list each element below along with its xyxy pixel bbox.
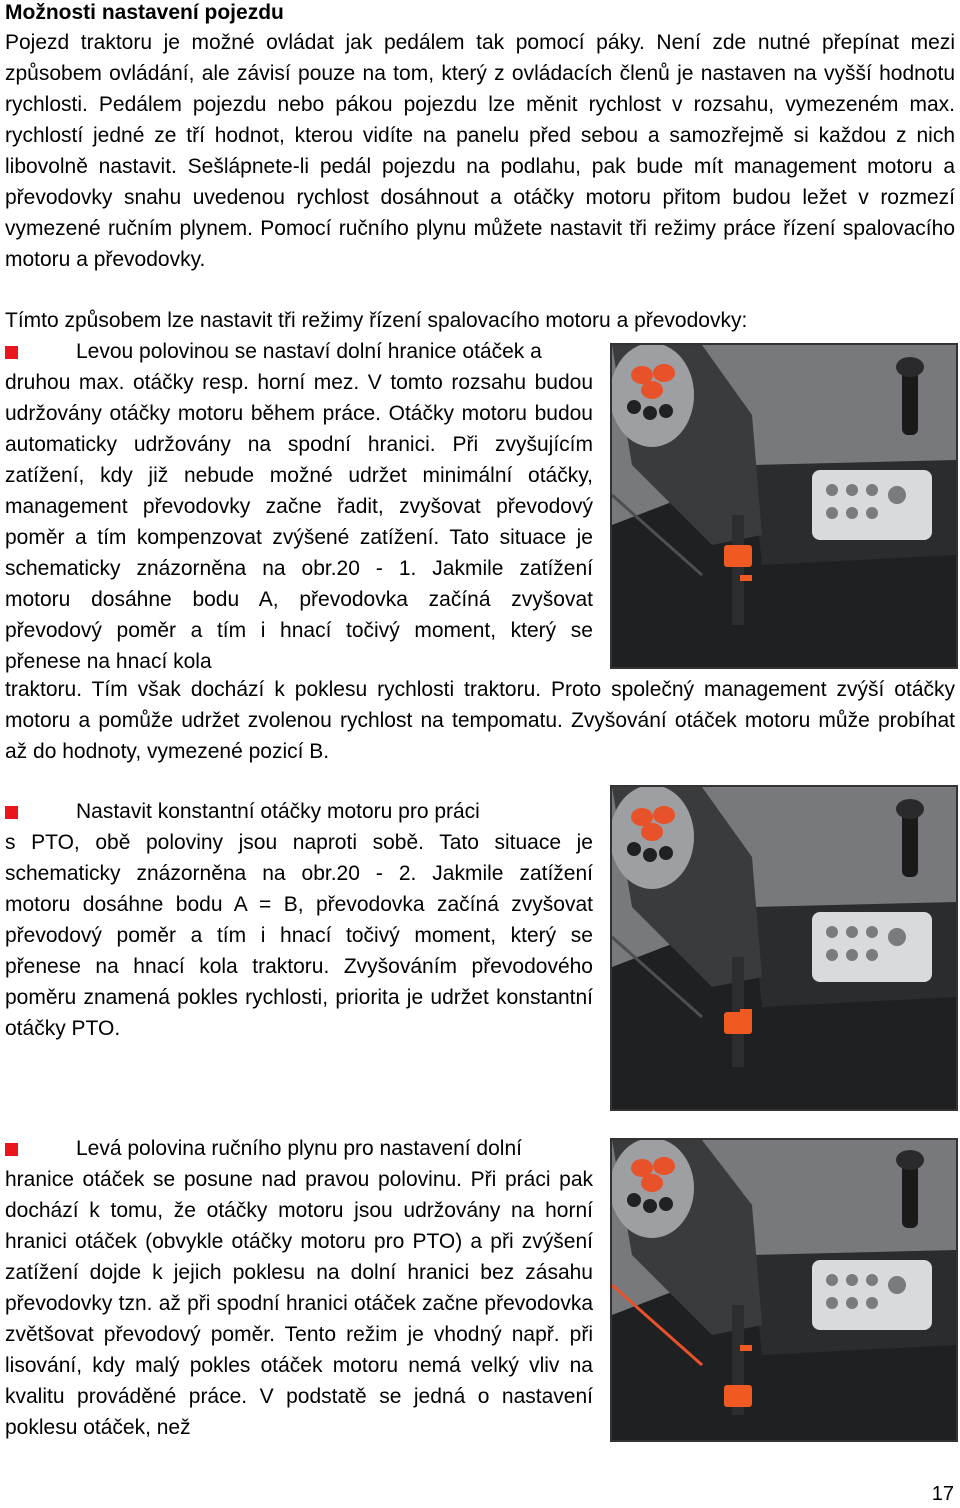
mode2-narrow-text: s PTO, obě poloviny jsou naproti sobě. Tato situace je schematicky znázorněna na obr.20 - 2. Jakmile zatížení motoru dosáhne bodu A = B, převodovka začíná zvyšovat převodový poměr a tím i hnací točivý moment, který se přenese na hnací kola traktoru. Zvyšováním převodového poměru znamená pokles rychlosti, priorita je udržet konstantní otáčky PTO. [5, 831, 593, 1040]
mode3-first-line [5, 1133, 593, 1164]
intro-paragraph: Pojezd traktoru je možné ovládat jak pedálem tak pomocí páky. Není zde nutné přepínat mezi způsobem ovládání, ale závisí pouze na tom, který z ovládacích členů je nastaven na vyšší hodnotu rychlosti. Pedálem pojezdu nebo pákou pojezdu lze měnit rychlost v rozsahu, vymezeném max. rychlostí jedné ze tří hodnot, kterou vidíte na panelu před sebou a samozřejmě si každou z nich libovolně nastavit. Sešlápnete-li pedál pojezdu na podlahu, pak bude mít management motoru a převodovky snahu uvedenou rychlost dosáhnout a otáčky motoru přitom budou ležet v rozmezí vymezené ručním plynem. Pomocí ručního plynu můžete nastavit tři režimy práce řízení spalovacího motoru a převodovky. [5, 31, 955, 271]
red-square-bullet-icon [5, 1143, 18, 1156]
control-panel-photo-2 [610, 785, 958, 1111]
mode1-narrow-text: druhou max. otáčky resp. horní mez. V tomto rozsahu budou udržovány otáčky motoru během práce. Otáčky motoru budou automaticky udržovány na spodní hranici. Při zvyšujícím zatížení, kdy již nebude možné udržet minimální otáčky, management převodovky začne řadit, zvyšovat převodový poměr a tím kompenzovat zvýšené zatížení. Tato situace je schematicky znázorněna na obr.20 - 1. Jakmile zatížení motoru dosáhne bodu A, převodovka začíná zvyšovat převodový poměr a tím i hnací točivý moment, který se přenese na hnací kola [5, 371, 593, 673]
mode2-first-line [5, 796, 593, 827]
page-number: 17 [931, 1483, 954, 1505]
modes-lead: Tímto způsobem lze nastavit tři režimy řízení spalovacího motoru a převodovky: [5, 309, 748, 332]
mode1-first-line [5, 336, 593, 367]
mode3-first-text: Levá polovina ručního plynu pro nastavení dolní [76, 1137, 522, 1160]
red-square-bullet-icon [5, 346, 18, 359]
mode1-first-text: Levou polovinou se nastaví dolní hranice otáček a [76, 340, 542, 363]
control-panel-photo-1 [610, 343, 958, 669]
mode2-first-text: Nastavit konstantní otáčky motoru pro práci [76, 800, 480, 823]
page-title: Možnosti nastavení pojezdu [5, 1, 284, 24]
mode3-narrow-text: hranice otáček se posune nad pravou polovinu. Při práci pak dochází k tomu, že otáčky motoru jsou udržovány na horní hranici otáček (obvykle otáčky motoru pro PTO) a při zvýšení zatížení dojde k jejich poklesu na dolní hranici bez zásahu převodovky tzn. až při spodní hranici otáček začne převodovka zvětšovat převodový poměr. Tento režim je vhodný např. při lisování, kdy malý pokles otáček motoru nemá velký vliv na kvalitu prováděné práce. V podstatě se jedná o nastavení poklesu otáček, než [5, 1168, 593, 1439]
mode1-wide-text: traktoru. Tím však dochází k poklesu rychlosti traktoru. Proto společný management zvýší otáčky motoru a pomůže udržet zvolenou rychlost na tempomatu. Zvyšování otáček motoru může probíhat až do hodnoty, vymezené pozicí B. [5, 678, 955, 763]
control-panel-photo-3 [610, 1138, 958, 1442]
red-square-bullet-icon [5, 806, 18, 819]
